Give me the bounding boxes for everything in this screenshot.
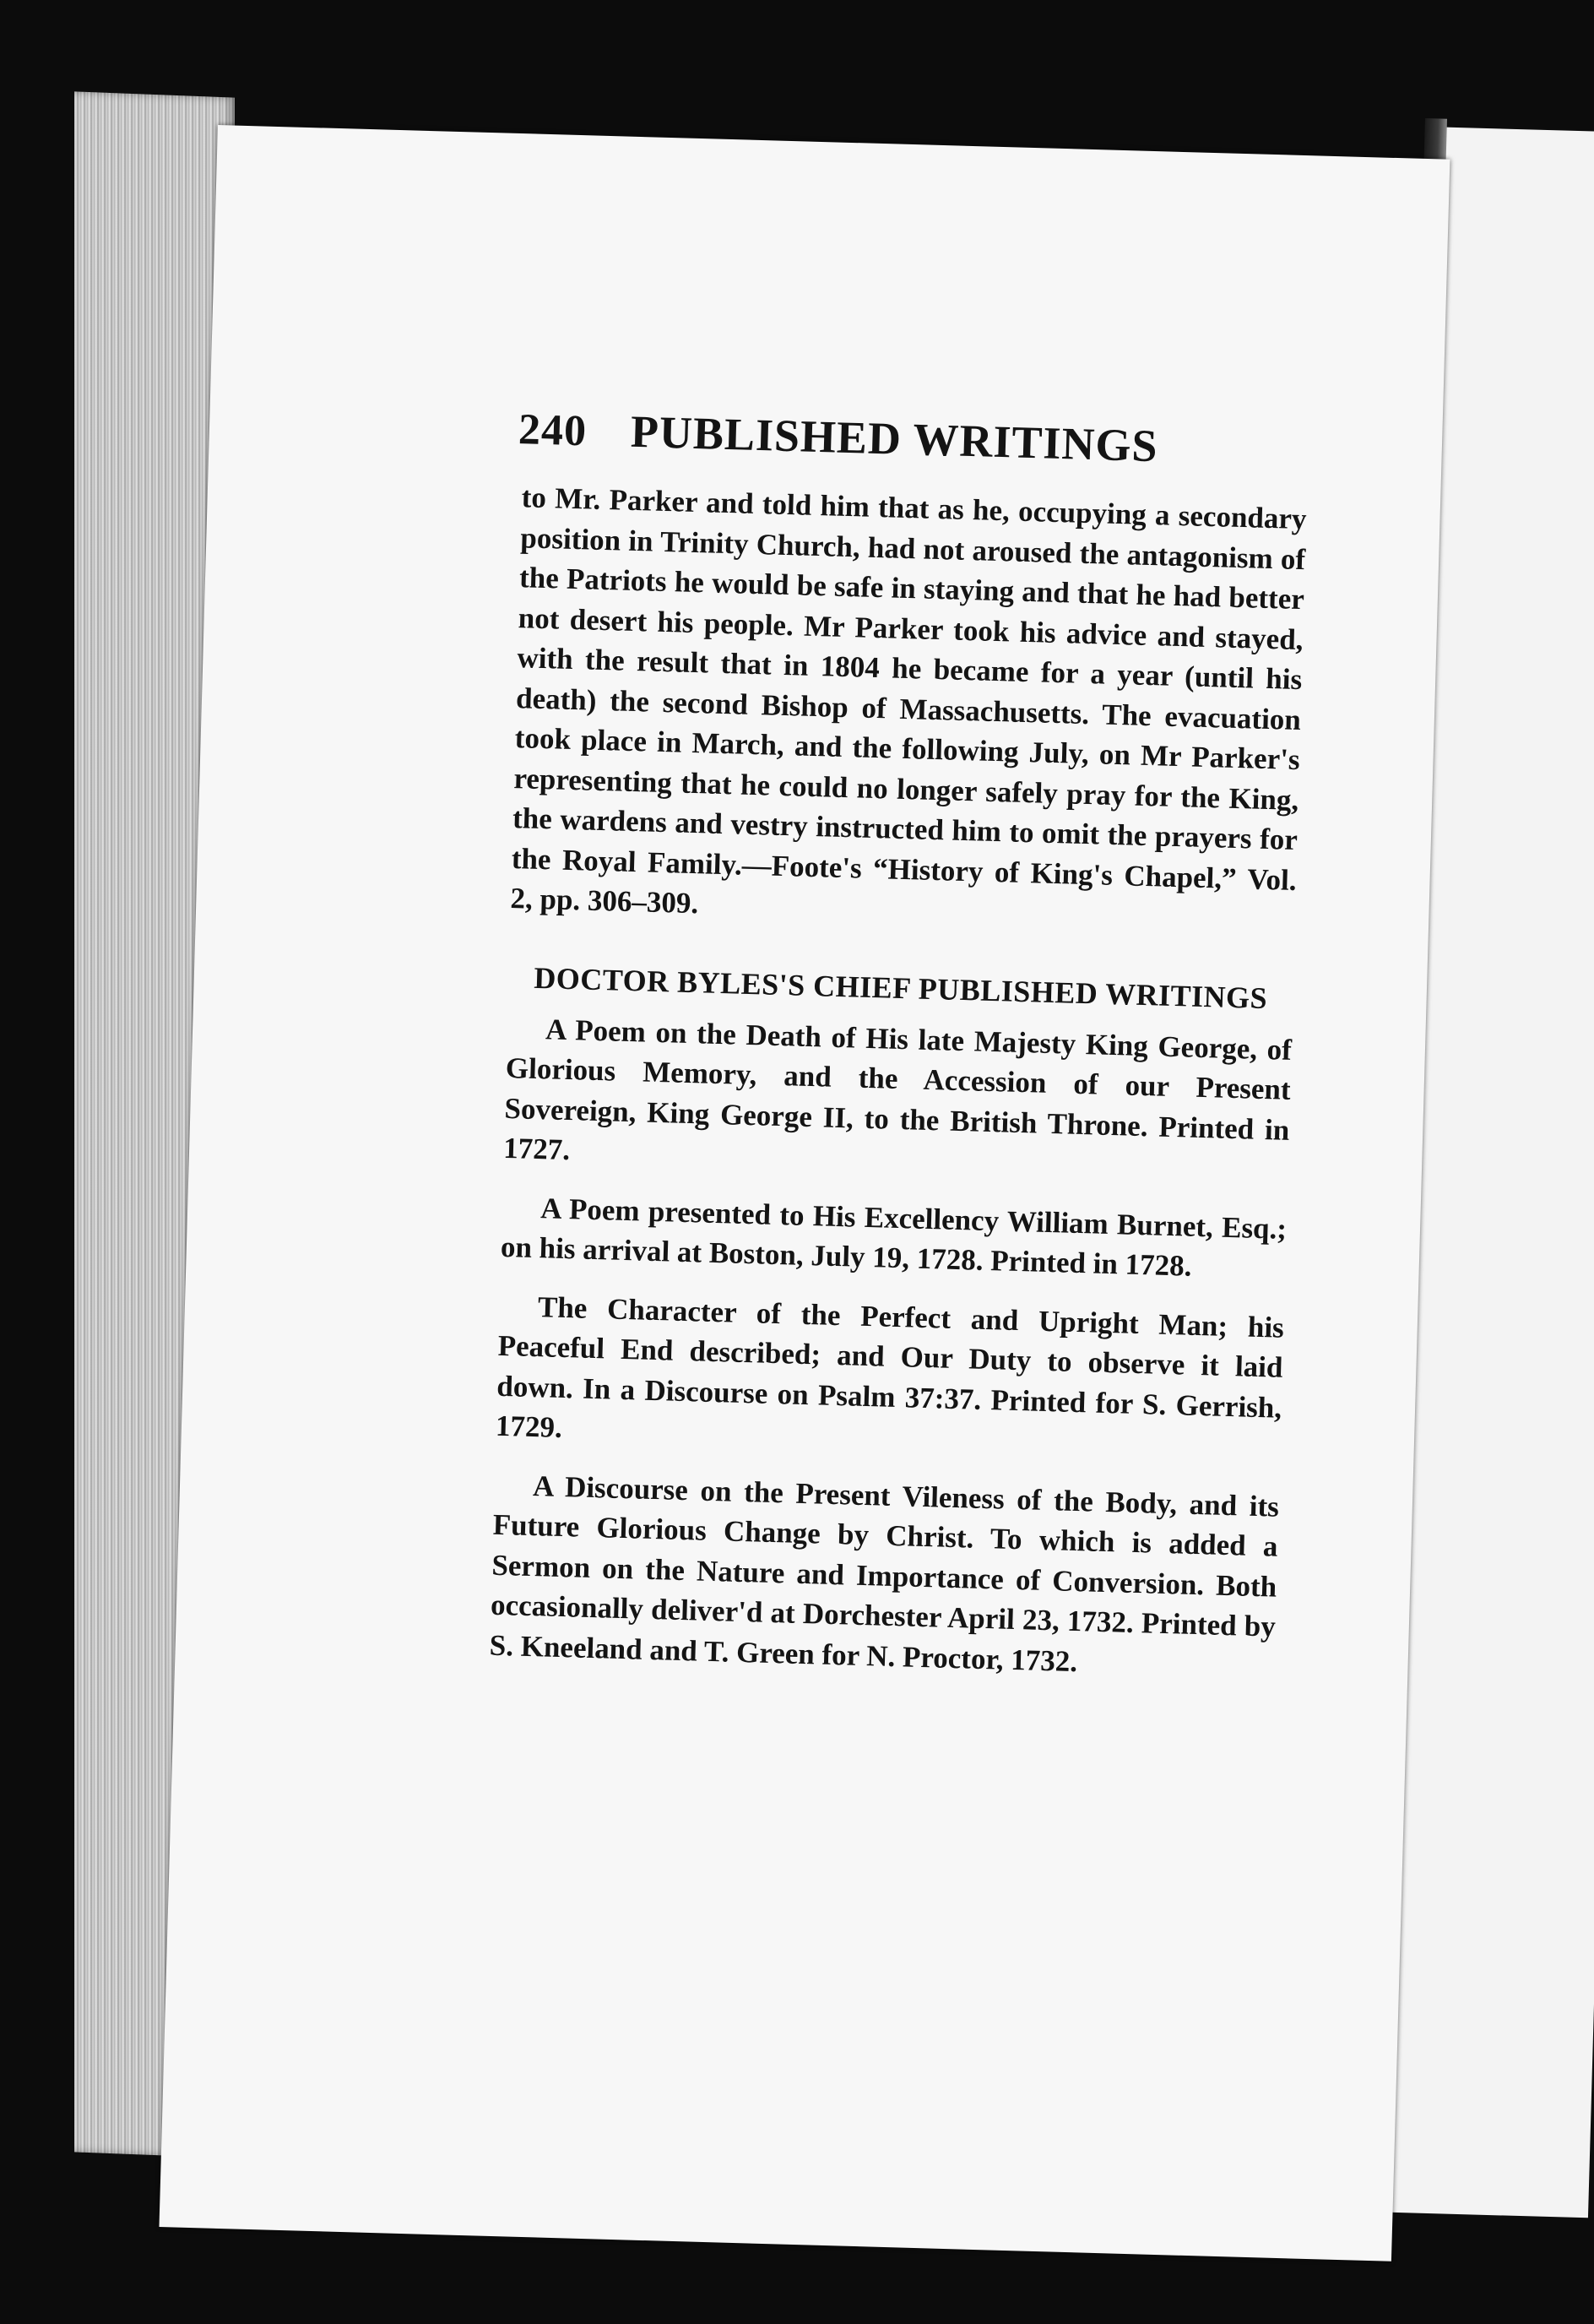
running-head [518, 405, 1309, 474]
writing-entry: A Poem on the Death of His late Majesty King George, of Glorious Memory, and the Accession of our Present Sovereign, King George II, to the British Throne. Printed in 1727. [502, 1012, 1293, 1167]
book-page [159, 125, 1450, 2262]
writing-entry: The Character of the Perfect and Upright Man; his Peaceful End described; and Our Duty to observe it laid down. In a Discourse on Psalm 37:37. Printed for S. Gerrish, 1729. [495, 1290, 1285, 1444]
writing-entry: A Poem presented to His Excellency William Burnet, Esq.; on his arrival at Boston, July 19, 1728. Printed in 1728. [500, 1191, 1288, 1283]
page-number: 240 [518, 405, 588, 456]
continuation-paragraph: to Mr. Parker and told him that as he, occupying a secondary position in Trinity Church, had not aroused the antagonism of the Patriots he would be safe in staying and that he had better not desert his people. Mr Parker took his advice and stayed, with the result that in 1804 he became for a year (until his death) the second Bishop of Massachusetts. The evacuation took place in March, and the following July, on Mr Parker's representing that he could no longer safely pray for the King, the wardens and vestry instructed him to omit the prayers for the Royal Family.—Foote's “History of King's Chapel,” Vol. 2, pp. 306–309. [510, 481, 1308, 920]
running-title: PUBLISHED WRITINGS [630, 405, 1159, 472]
writing-entry: A Discourse on the Present Vileness of the Body, and its Future Glorious Change by Christ. To which is added a Sermon on the Nature and Importance of Conversion. Both occasionally deliver'd at Dorchester April 23, 1732. Printed by S. Kneeland and T. Green for N. Proctor, 1732. [489, 1469, 1280, 1678]
section-heading: DOCTOR BYLES'S CHIEF PUBLISHED WRITINGS [533, 960, 1268, 1015]
page-content [489, 405, 1309, 1705]
